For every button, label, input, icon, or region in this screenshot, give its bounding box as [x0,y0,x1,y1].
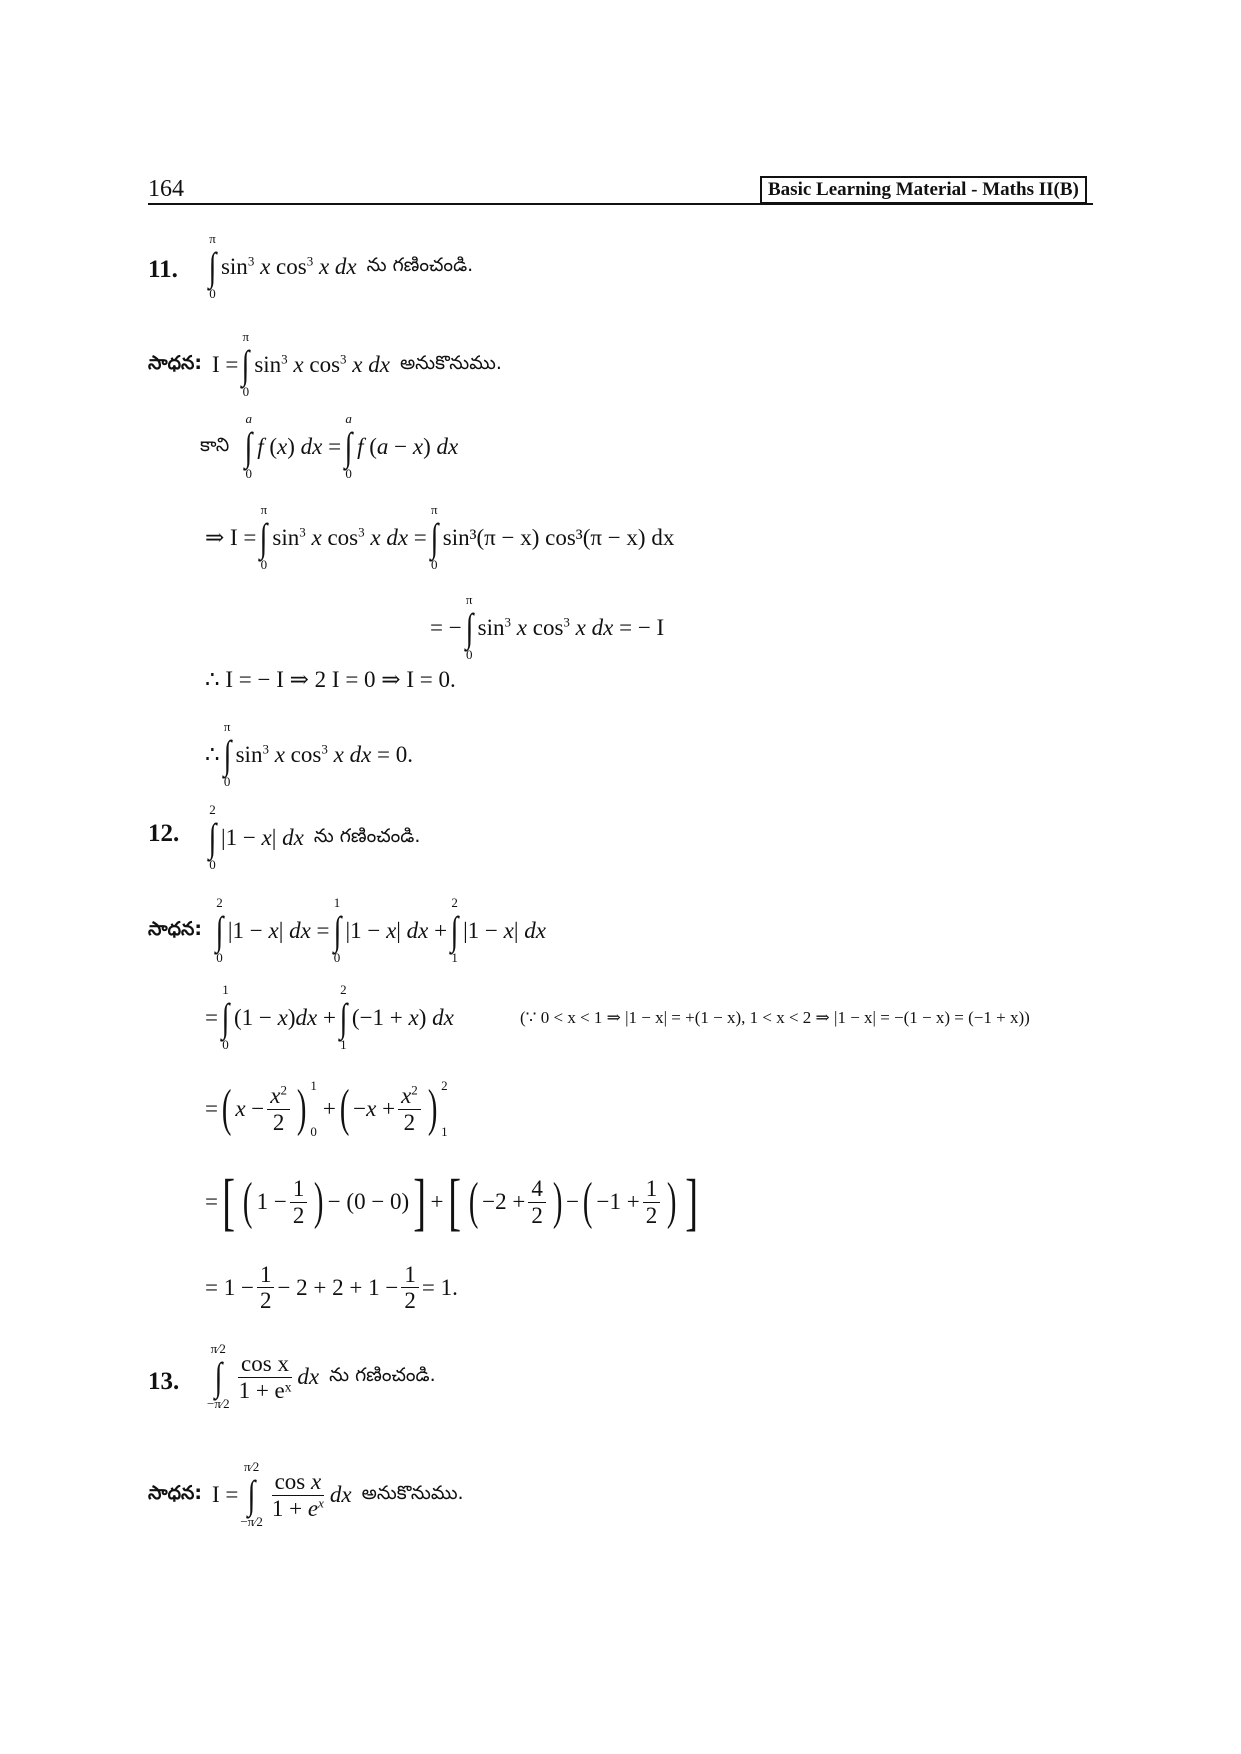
integral-sign: π ∫ 0 [208,231,217,301]
page-number: 164 [148,176,184,202]
question-13-number: 13. [148,1368,180,1395]
question-12-statement: 2 ∫ 0 |1 − x| dx ను గణించండి. [208,802,421,872]
q12-solution-line5: = 1 − $\frac{1}{2}$ − 2 + 2 + 1 − $\frac{1}{2}$ = 1. [205,1262,458,1314]
q11-step1: ⇒ I = π ∫ 0 $\sin^3 x$ $\cos^3 x$ dx = π ∫ 0 sin³(π − x) cos³(π − x) dx [205,502,675,572]
question-12-number: 12. [148,820,180,847]
q11-step2: = − π ∫ 0 $\sin^3 x$ $\cos^3 x$ dx = − I [430,592,665,662]
question-11-number: 11. [148,256,178,283]
header-rule [148,203,1093,205]
q13-solution-line1: సాధన: I = π⁄2 ∫ −π⁄2 $\frac{\text{cos x}}{1 + e^x}$ dx అనుకొనుము. [148,1459,464,1529]
q12-solution-line3: = ( x − $\frac{x^2}{2}$ ) 1 0 + ( −x + $\frac{x^2}{2}$ ) 2 1 [205,1078,448,1139]
q12-solution-line4: = [ ( 1 − $\frac{1}{2}$ ) − (0 − 0) ] + [ ( −2 + $\frac{4}{2}$ ) − ( −1 + $\frac{1}{2}$ ) ] [205,1166,698,1237]
q11-solution-line1: సాధన: I = π ∫ 0 $\sin^3 x$ $\cos^3 x$ dx అనుకొనుము. [148,329,502,399]
q11-conclusion: ∴ π ∫ 0 $\sin^3 x$ $\cos^3 x$ dx = 0. [205,719,414,789]
q11-property-line: కాని a ∫ 0 f (x) dx = a ∫ 0 f (a − x) dx [200,411,459,481]
q12-solution-line2: = 1 ∫ 0 (1 − x)dx + 2 ∫ 1 (−1 + x) dx [205,982,454,1052]
running-header-title: Basic Learning Material - Maths II(B) [760,176,1087,204]
q12-solution-line1: సాధన: 2 ∫ 0 |1 − x| dx = 1 ∫ 0 |1 − x| dx + 2 ∫ 1 |1 − x| dx [148,895,546,965]
q12-note: (∵ 0 < x < 1 ⇒ |1 − x| = +(1 − x), 1 < x < 2 ⇒ |1 − x| = −(1 − x) = (−1 + x)) [520,1008,1030,1027]
question-11-statement: π ∫ 0 $\sin^3 x$ $\cos^3 x$ dx ను గణించండి. [208,231,474,301]
question-13-statement: π⁄2 ∫ −π⁄2 $\frac{\text{cos x}}{\text{1 + eˣ}}$ dx ను గణించండి. [207,1341,436,1411]
q11-step3: ∴ I = − I ⇒ 2 I = 0 ⇒ I = 0. [205,667,456,692]
